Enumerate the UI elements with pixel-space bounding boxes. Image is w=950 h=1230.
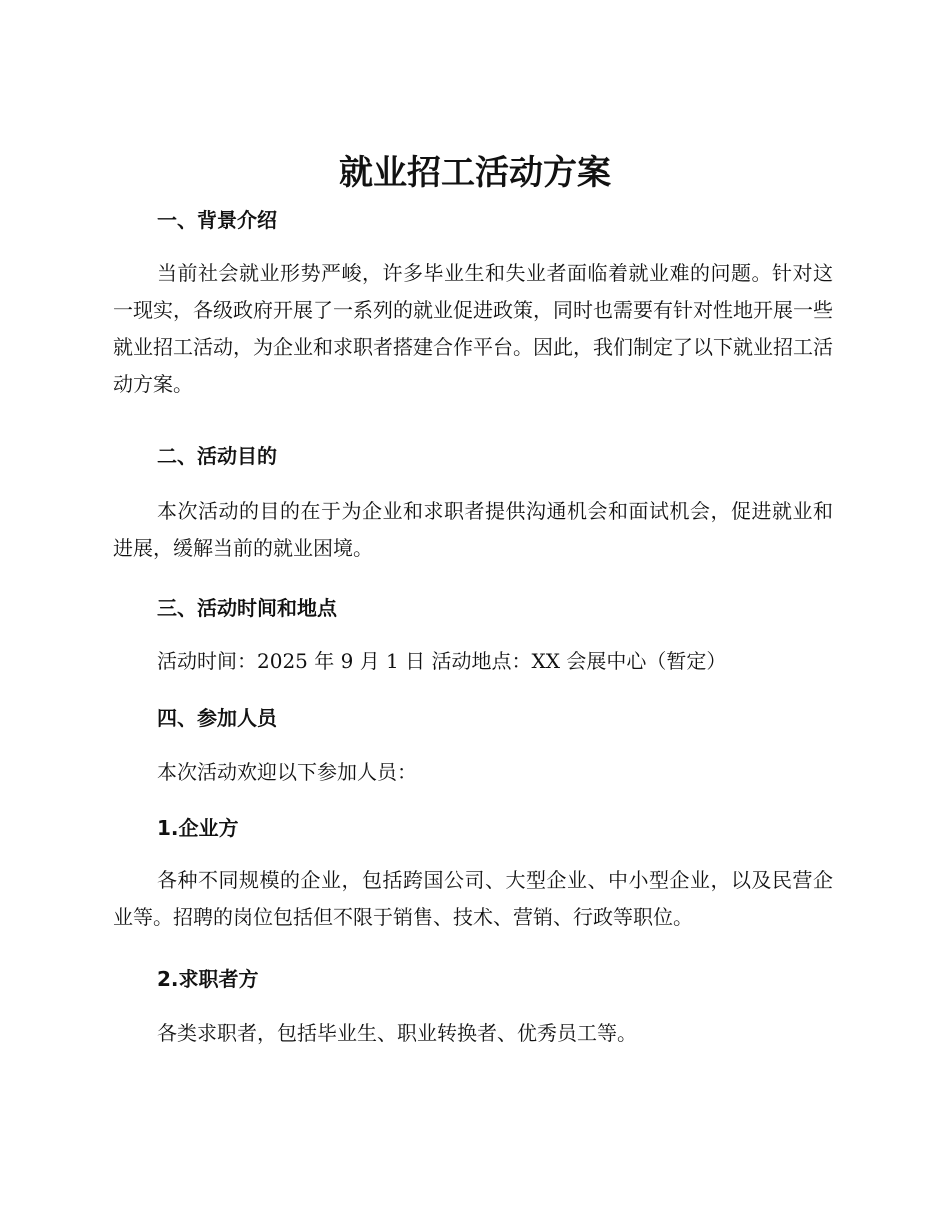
subsection-heading-jobseeker: 2.求职者方: [157, 967, 259, 991]
section-body-participants: 本次活动欢迎以下参加人员：: [157, 760, 417, 784]
subsection-heading-enterprise: 1.企业方: [157, 816, 239, 840]
subsection-body-enterprise: 各种不同规模的企业，包括跨国公司、大型企业、中小型企业，以及民营企业等。招聘的岗位包括但不限于销售、技术、营销、行政等职位。: [113, 868, 833, 929]
section-body-time-location: 活动时间：2025 年 9 月 1 日 活动地点：XX 会展中心（暂定）: [157, 649, 727, 673]
subsection-body-jobseeker: 各类求职者，包括毕业生、职业转换者、优秀员工等。: [157, 1021, 637, 1045]
section-heading-time-location: 三、活动时间和地点: [157, 596, 337, 620]
section-body-purpose: 本次活动的目的在于为企业和求职者提供沟通机会和面试机会，促进就业和进展，缓解当前的就业困境。: [113, 499, 833, 560]
section-heading-participants: 四、参加人员: [157, 706, 277, 730]
section-heading-purpose: 二、活动目的: [157, 444, 277, 468]
document-title: 就业招工活动方案: [339, 153, 611, 193]
section-heading-background: 一、背景介绍: [157, 208, 277, 232]
section-body-background: 当前社会就业形势严峻，许多毕业生和失业者面临着就业难的问题。针对这一现实，各级政府开展了一系列的就业促进政策，同时也需要有针对性地开展一些就业招工活动，为企业和求职者搭建合作平台。因此，我们制定了以下就业招工活动方案。: [113, 261, 833, 396]
